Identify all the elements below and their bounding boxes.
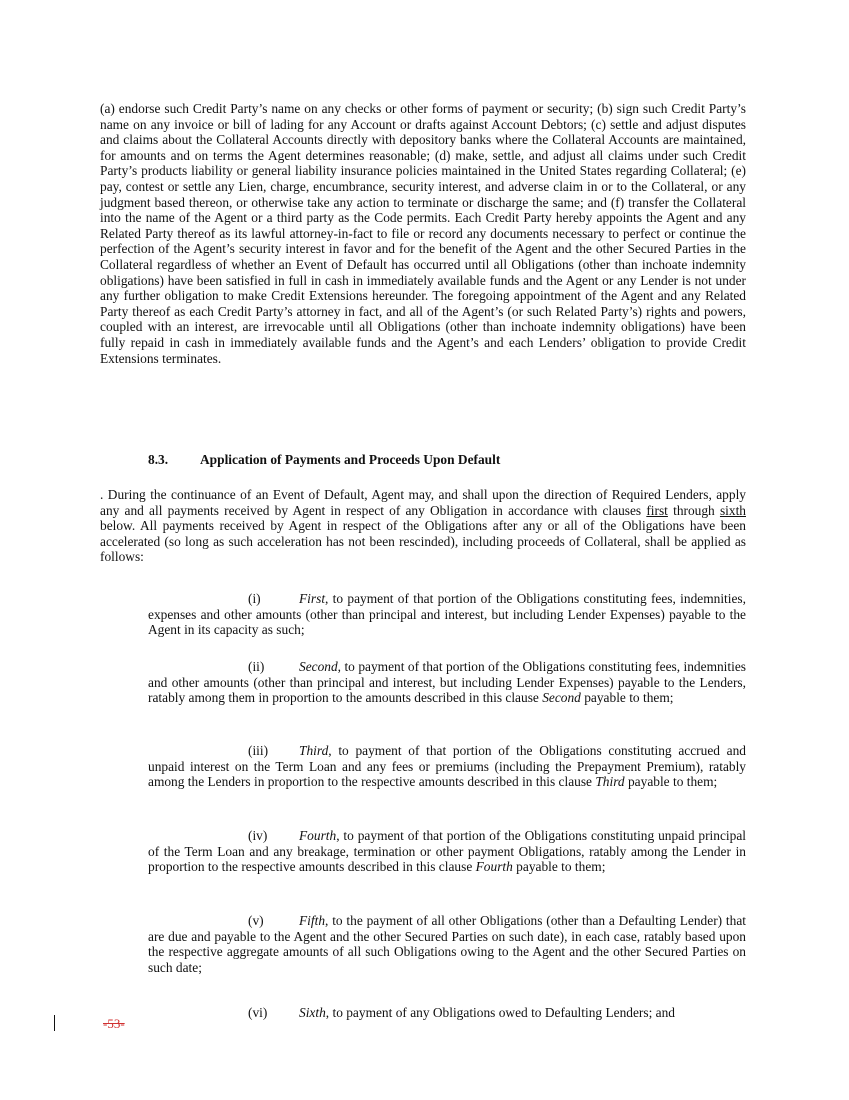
intro-paragraph [100,487,746,565]
clause-numeral: (iii) [248,743,269,758]
intro-text-part1: . During the continuance of an Event of Default, Agent may, and shall upon the direction of Required Lenders, apply any and all payments received by Agent in respect of any Obligation in accordance with clauses [100,487,746,518]
clause-ordinal: Second [299,659,338,674]
clause-numeral: (v) [248,913,264,928]
clause-ordinal: Fourth [299,828,337,843]
clause-text: , to payment of that portion of the Obligations constituting fees, indemnities, expenses and other amounts (other than principal and interest, but including Lender Expenses) payable to the Agent in its capacity as such; [148,591,746,638]
clause-ordinal: Fifth [299,913,326,928]
clause-v [148,913,746,975]
clause-lead [148,1005,326,1021]
clause-ii [148,659,746,706]
clause-lead [148,828,336,844]
clause-iv [148,828,746,875]
clause-numeral: (ii) [248,659,265,674]
clause-ordinal: Sixth [299,1005,326,1020]
clause-numeral: (iv) [248,828,268,843]
clause-lead [148,743,328,759]
page-number: -53- [103,1016,125,1031]
clause-text: , to payment of that portion of the Obligations constituting fees, indemnities and other amounts (other than principal and interest, but including Lender Expenses) payable to the Lenders, ratably among them in proportion to the amounts described in this clause [148,659,746,706]
clause-tail: payable to them; [624,774,718,790]
clause-tail-ordinal: Third [595,774,625,790]
clause-tail: payable to them; [512,859,606,875]
clause-iii [148,743,746,790]
clause-text: , to payment of any Obligations owed to Defaulting Lenders; and [325,1005,675,1020]
intro-through: through [667,502,720,518]
clause-i [148,591,746,638]
continuation-paragraph: (a) endorse such Credit Party’s name on any checks or other forms of payment or security; (b) sign such Credit Party’s name on any invoice or bill of lading for any Account or drafts against Account Debtors; (c) settle and adjust disputes and claims about the Collateral Accounts directly with depository banks where the Collateral Accounts are maintained, for amounts and on terms the Agent determines reasonable; (d) make, settle, and adjust all claims under such Credit Party’s products liability or general liability insurance policies maintained in the United States regarding Collateral; (e) pay, contest or settle any Lien, charge, encumbrance, security interest, and adverse claim in or to the Collateral, or any judgment based thereon, or otherwise take any action to terminate or discharge the same; and (f) transfer the Collateral into the name of the Agent or a third party as the Code permits. Each Credit Party hereby appoints the Agent and any Related Party thereof as its lawful attorney-in-fact to file or record any documents necessary to perfect or continue the perfection of the Agent’s security interest in favor and for the benefit of the Agent and the other Secured Parties in the Collateral regardless of whether an Event of Default has occurred until all Obligations (other than inchoate indemnity obligations) have been satisfied in full in cash in immediately available funds and the Agent or any Lender is not under any further obligation to make Credit Extensions hereunder. The foregoing appointment of the Agent and any Related Party thereof as each Credit Party’s attorney in fact, and all of the Agent’s (or such Related Party’s) rights and powers, coupled with an interest, are irrevocable until all Obligations (other than inchoate indemnity obligations) have been fully repaid in cash in immediately available funds and the Agent’s and each Lenders’ obligation to provide Credit Extensions terminates. [100,101,746,366]
clause-text: , to the payment of all other Obligations (other than a Defaulting Lender) that are due and payable to the Agent and the other Secured Parties on such date), in each case, ratably based upon the respective aggregate amounts of all such Obligations owing to the Agent and the other Secured Parties on such date; [148,913,746,975]
clause-text: , to payment of that portion of the Obligations constituting accrued and unpaid interest on the Term Loan and any fees or premiums (including the Prepayment Premium), ratably among the Lenders in proportion to the respective amounts described in this clause [148,743,746,790]
clause-lead [148,659,338,675]
clause-ordinal: First [299,591,326,606]
clause-numeral: (vi) [248,1005,268,1020]
clause-ordinal: Third [299,743,329,758]
clause-tail: payable to them; [580,690,674,706]
section-number: 8.3. [148,452,169,467]
intro-first-word: first [646,502,668,518]
intro-sixth-word: sixth [719,502,746,518]
clause-text: , to payment of that portion of the Obligations constituting unpaid principal of the Term Loan and any breakage, termination or other payment Obligations, ratably among the Lender in proportion to the respective amounts described in this clause [148,828,746,875]
revision-margin-bar [54,1015,55,1031]
clause-vi [148,1005,746,1021]
clause-tail-ordinal: Fourth [475,859,513,875]
clause-lead [148,913,325,929]
clause-tail-ordinal: Second [542,690,581,706]
section-heading [148,452,500,468]
intro-text-part2: below. All payments received by Agent in respect of the Obligations after any or all of the Obligations have been accelerated (so long as such acceleration has not been rescinded), including proceeds of Collateral, shall be applied as follows: [100,518,746,565]
clause-numeral: (i) [248,591,261,606]
section-title: Application of Payments and Proceeds Upon Default [200,452,501,467]
clause-lead [148,591,325,607]
